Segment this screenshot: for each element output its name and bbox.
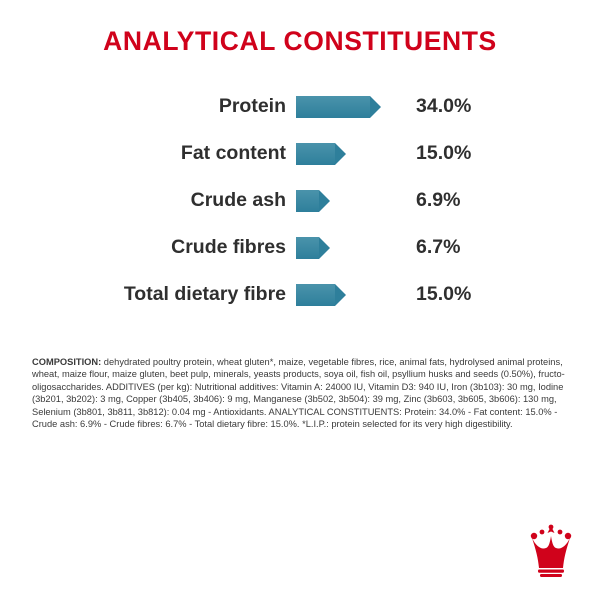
chart-row-label: Crude ash	[190, 189, 286, 211]
chart-row	[24, 177, 576, 224]
composition-heading: COMPOSITION:	[32, 357, 102, 367]
chart-bar-arrow	[296, 284, 335, 306]
composition-text	[32, 356, 568, 430]
chart-row-value: 34.0%	[416, 95, 472, 117]
chart-row-label: Total dietary fibre	[123, 283, 286, 305]
chart-row-bar-wrap	[296, 130, 394, 177]
chart-bar-arrow	[296, 237, 319, 259]
chart-bar-arrow	[296, 96, 370, 118]
chart-row-bar-wrap	[296, 83, 394, 130]
chart-bar-arrow	[296, 190, 319, 212]
chart-row	[24, 224, 576, 271]
composition-body: dehydrated poultry protein, wheat gluten*, maize, vegetable fibres, rice, animal fats, hydrolysed animal proteins, wheat, maize flour, maize gluten, beet pulp, minerals, yeasts products, soya oil, fish oil, psyllium husks and seeds (0.50%), fructo-oligosaccharides. ADDITIVES (per kg): Nutritional additives: Vitamin A: 24000 IU, Vitamin D3: 940 IU, Iron (3b103): 30 mg, Iodine (3b201, 3b202): 3 mg, Copper (3b405, 3b406): 9 mg, Manganese (3b502, 3b504): 39 mg, Zinc (3b603, 3b605, 3b606): 130 mg, Selenium (3b801, 3b811, 3b812): 0.04 mg - Antioxidants. ANALYTICAL CONSTITUENTS: Protein: 34.0% - Fat content: 15.0% - Crude ash: 6.9% - Crude fibres: 6.7% - Total dietary fibre: 15.0%. *L.I.P.: protein selected for its very high digestibility.	[32, 357, 565, 430]
chart-row-bar-wrap	[296, 177, 394, 224]
chart-row	[24, 130, 576, 177]
chart-row	[24, 83, 576, 130]
chart-row-value: 6.9%	[416, 189, 461, 211]
analytical-constituents-chart	[0, 83, 600, 318]
chart-row-bar-wrap	[296, 224, 394, 271]
chart-bar-arrow	[296, 143, 335, 165]
page-title: ANALYTICAL CONSTITUENTS	[103, 26, 497, 56]
chart-row-label: Protein	[218, 95, 286, 117]
chart-row-label: Crude fibres	[171, 236, 286, 258]
chart-row-value: 15.0%	[416, 142, 472, 164]
chart-row-bar-wrap	[296, 271, 394, 318]
chart-row	[24, 271, 576, 318]
chart-row-value: 15.0%	[416, 283, 472, 305]
chart-row-label: Fat content	[180, 142, 286, 164]
royal-crown-logo-icon	[528, 524, 574, 578]
chart-row-value: 6.7%	[416, 236, 461, 258]
